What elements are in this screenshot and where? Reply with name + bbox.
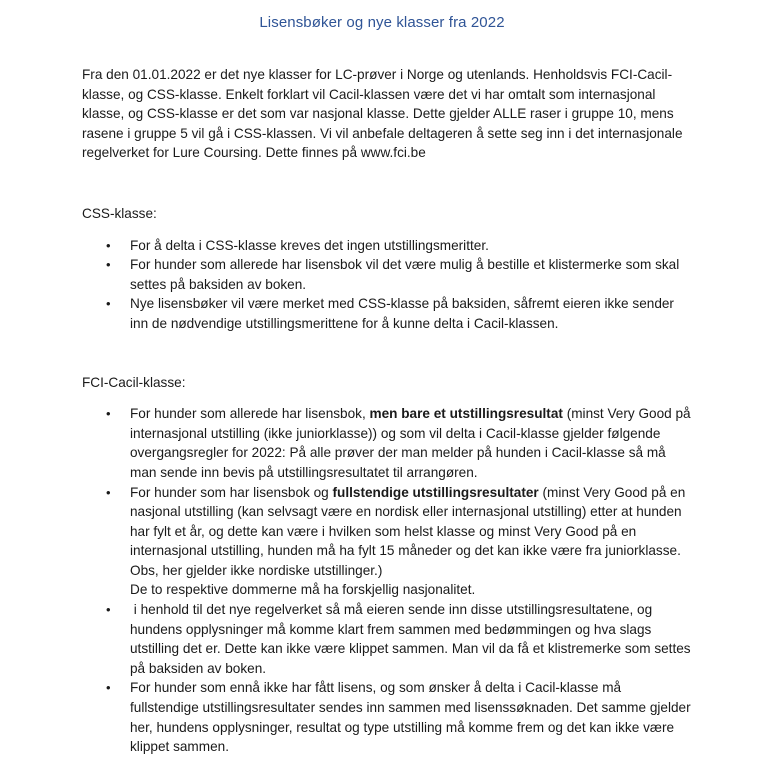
list-item-text: For hunder som allerede har lisensbok vil det være mulig å bestille et klistermerke som skal settes på baksiden av boken.	[130, 257, 680, 292]
css-bullet-list	[82, 236, 692, 334]
list-item	[106, 678, 692, 756]
list-item	[106, 483, 692, 601]
list-item	[106, 294, 692, 333]
list-item	[106, 255, 692, 294]
bullet-icon: •	[106, 237, 111, 253]
list-item-text: For hunder som har lisensbok og	[130, 484, 333, 500]
bullet-icon: •	[106, 484, 111, 500]
list-item-text: For hunder som ennå ikke har fått lisens, og som ønsker å delta i Cacil-klasse må fullstendige utstillingsresultater sendes inn sammen med lisenssøknaden. Det samme gjelder her, hundens opplysninger, resultat og type utstilling må komme frem og det kan ikke være klippet sammen.	[130, 680, 691, 755]
list-item-text: (minst Very Good på internasjonal utstilling (ikke juniorklasse)) og som vil delta i Cacil-klasse gjelder følgende overgangsregler for 2022: På alle prøver der man melder på hunden i Cacil-klasse så må man sende inn bevis på utstillingsresultatet til arrangøren.	[130, 406, 691, 480]
list-item	[106, 600, 695, 678]
document-body	[82, 65, 695, 757]
intro-paragraph: Fra den 01.01.2022 er det nye klasser for LC-prøver i Norge og utenlands. Henholdsvis FCI-Cacil-klasse, og CSS-klasse. Enkelt forklart vil Cacil-klassen være det vi har omtalt som internasjonal klasse, og CSS-klasse er det som var nasjonal klasse. Dette gjelder ALLE raser i gruppe 10, mens rasene i gruppe 5 vil gå i CSS-klassen. Vi vil anbefale deltageren å sette seg inn i det internasjonale regelverket for Lure Coursing. Dette finnes på www.fci.be	[82, 67, 683, 161]
bullet-icon: •	[106, 602, 111, 618]
list-item-text: i henhold til det nye regelverket så må eieren sende inn disse utstillingsresultatene, og hundens opplysninger må komme klart frem sammen med bedømmingen og hva slags utstilling det er. Dette kan ikke være klippet sammen. Man vil da få et klistremerke som settes på baksiden av boken.	[130, 602, 695, 676]
list-item-extra-line: De to respektive dommerne må ha forskjellig nasjonalitet.	[130, 582, 476, 598]
list-item-text: For hunder som allerede har lisensbok,	[130, 406, 370, 422]
cacil-section-heading: FCI-Cacil-klasse:	[82, 374, 186, 390]
bullet-icon: •	[106, 406, 111, 422]
bullet-icon: •	[106, 257, 111, 273]
list-item-bold-text: fullstendige utstillingsresultater	[332, 484, 539, 500]
list-item-text: For å delta i CSS-klasse kreves det ingen utstillingsmeritter.	[130, 237, 489, 253]
list-item	[106, 404, 692, 482]
bullet-icon: •	[106, 680, 111, 696]
list-item-text: Nye lisensbøker vil være merket med CSS-klasse på baksiden, såfremt eieren ikke sender inn de nødvendige utstillingsmerittene for å kunne delta i Cacil-klassen.	[130, 296, 674, 331]
page-title: Lisensbøker og nye klasser fra 2022	[259, 14, 505, 31]
list-item-bold-text: men bare et utstillingsresultat	[369, 406, 563, 422]
css-section-heading: CSS-klasse:	[82, 205, 157, 221]
cacil-bullet-list	[82, 404, 695, 757]
list-item	[106, 236, 692, 256]
list-item-text: (minst Very Good på en nasjonal utstilling (kan selvsagt være en nordisk eller internasjonal utstilling) etter at hunden har fylt et år, og dette kan være i hvilken som helst klasse og minst Very Good på en internasjonal utstilling, hunden må ha fylt 15 måneder og det kan ikke være fra juniorklasse. Obs, her gjelder ikke nordiske utstillinger.)	[130, 484, 686, 578]
bullet-icon: •	[106, 296, 111, 312]
